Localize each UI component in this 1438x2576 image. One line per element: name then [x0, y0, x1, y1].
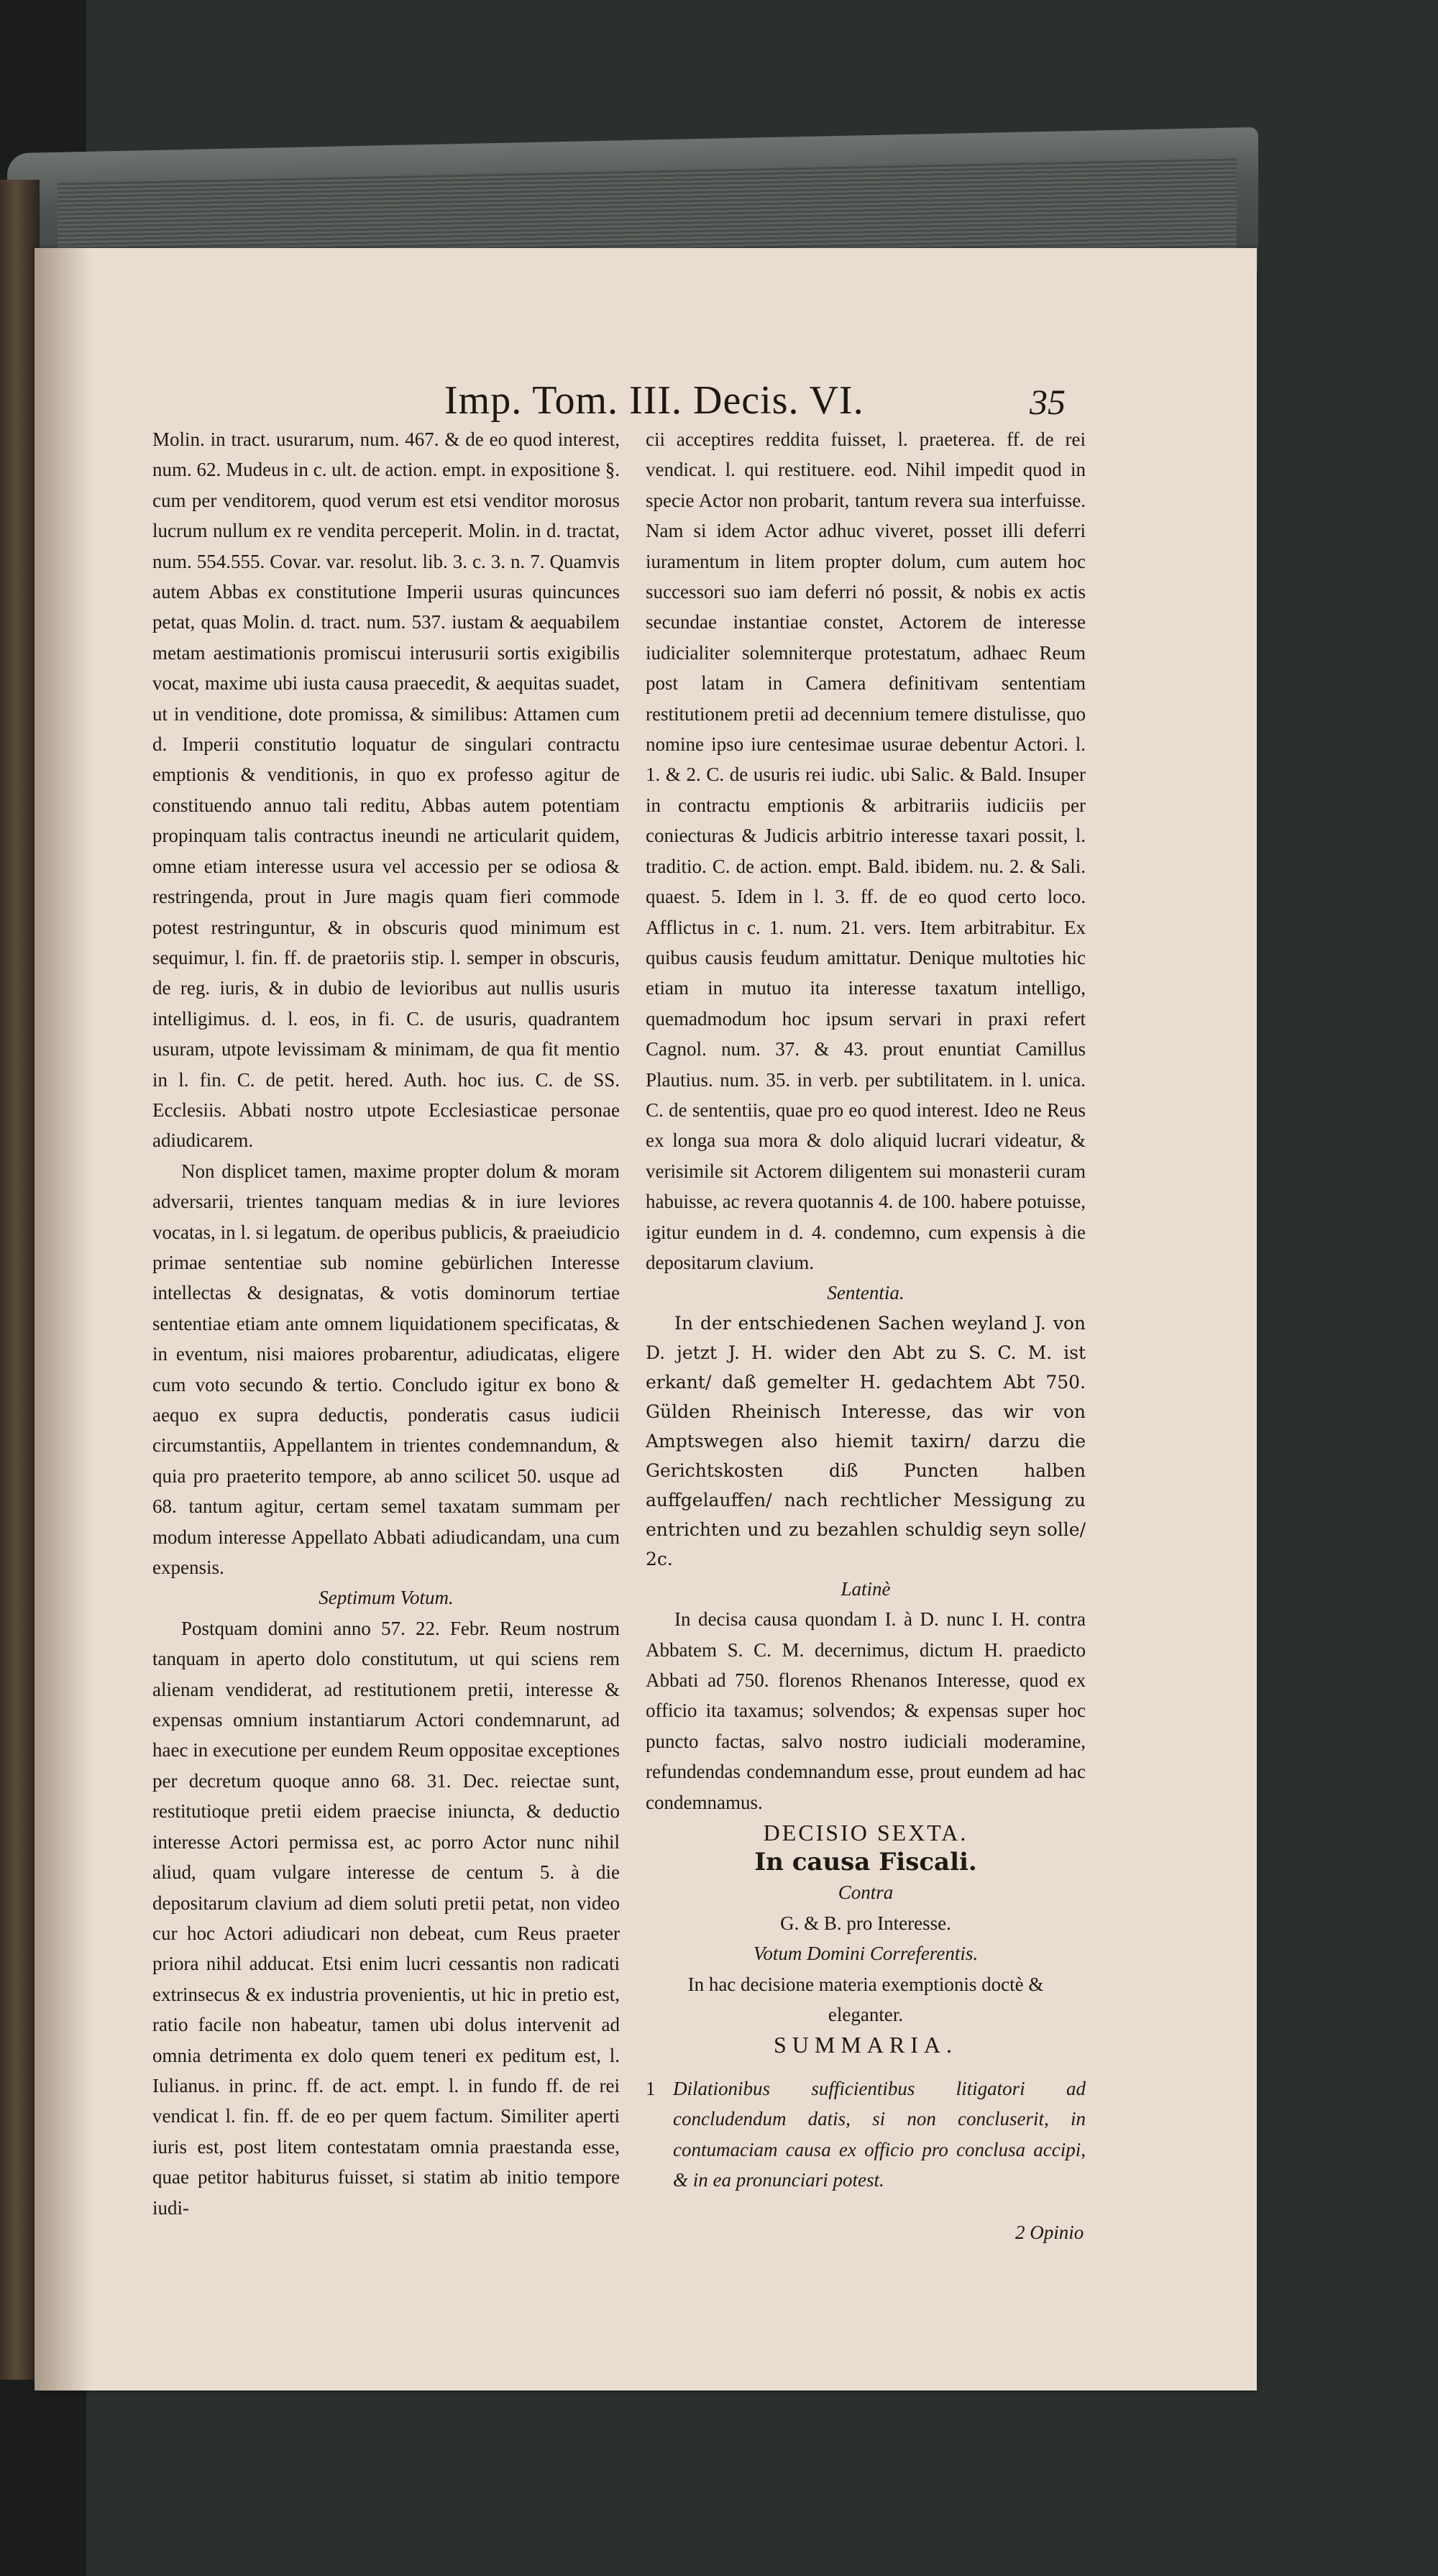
parties-line: G. & B. pro Interesse.	[780, 1912, 951, 1934]
sententia-heading: Sententia.	[827, 1282, 905, 1304]
contra-label: Contra	[838, 1881, 894, 1904]
left-paragraph-3: Postquam domini anno 57. 22. Febr. Reum nostrum tanquam in aperto dolo constitutum, ut qui sciens rem alienam vendiderat, ad restitutionem pretii, interesse & expensas omnium instantiarum Actori condemnarunt, ad haec in executione per eundem Reum oppositae exceptiones per decretum quoque anno 68. 31. Dec. reiectae sunt, restitutioque pretii eidem praecise iniuncta, & deductio interesse Actori permissa est, ac porro Actor nunc nihil aliud, quam vulgare interesse de centum 5. à die depositarum clavium ad diem soluti pretii petat, non video cur hoc Actori adiudicari non debeat, cum Reus praeter priora nihil adducat. Etsi enim lucri cessantis non radicati extrinsecus & ex industria provenientis, ut hic in pretio est, ratio facile non habeatur, tamen ubi dolus intervenit ad omnia detrimenta ex dolo quem teneri ex peditum est, l. Iulianus. in princ. ff. de act. empt. l. in fundo ff. de rei vendicat l. fin. ff. de eo per quem factum. Similiter aperti iuris est, post litem contestatam omnia praestanda esse, quae petitor habiturus fuisset, si statim ab initio tempore iudi-	[152, 1617, 620, 2219]
sententia-german-text: In der entschiedenen Sachen weyland J. von D. jetzt J. H. wider den Abt zu S. C. M. ist erkant/ daß gemelter H. gedachtem Abt 750. Gülden Rheinisch Interesse, das wir von Amptswegen also hiemit taxirn/ darzu die Gerichtskosten diß Puncten halben auffgelauffen/ nach rechtlicher Messigung zu entrichten und zu bezahlen schuldig seyn solle/ 2c.	[646, 1312, 1086, 1569]
latine-text: In decisa causa quondam I. à D. nunc I. H. contra Abbatem S. C. M. decernimus, dictum H. praedicto Abbati ad 750. florenos Rhenanos Interesse, quod ex officio ita taxamus; solvendos; & expensas super hoc puncto factas, salvo nostro iudiciali moderamine, refundendas condemnandum esse, prout eundem ad hac condemnamus.	[646, 1608, 1086, 1813]
septimum-votum-heading: Septimum Votum.	[319, 1587, 454, 1609]
summary-item	[646, 2073, 1086, 2196]
right-column	[646, 424, 1086, 2196]
causa-title: In causa Fiscali.	[754, 1848, 977, 1877]
catchword: 2 Opinio	[1015, 2222, 1084, 2243]
summary-item-text: Dilationibus sufficientibus litigatori ad concludendum datis, si non concluserit, in contumaciam causa ex officio pro conclusa accipi, & in ea pronunciari potest.	[673, 2077, 1086, 2191]
page-number: 35	[1030, 382, 1066, 422]
book-gutter	[0, 180, 40, 2380]
summary-intro: In hac decisione materia exemptionis doctè & eleganter.	[687, 1973, 1044, 2026]
left-paragraph-2: Non displicet tamen, maxime propter dolum & moram adversarii, trientes tanquam medias & in iure leviores vocatas, in l. si legatum. de operibus publicis, & praeiudicio primae sententiae sub nomine gebürlichen Interesse intellectas & designatas, & votis dominorum tertiae sententiae etiam ante omnem liquidationem specificatas, & in eventum, nisi maiores probarentur, adiudicatas, eligere cum voto secundo & tertio. Concludo igitur ex bono & aequo ex supra deductis, ponderatis casus iudicii circumstantiis, Appellantem in trientes condemnandum, & quia pro praeterito tempore, ab anno scilicet 50. usque ad 68. tantum agitur, certam semel taxatam summam per modum interesse Appellato Abbati adiudicandam, una cum expensis.	[152, 1160, 620, 1579]
right-paragraph-1: cii acceptires reddita fuisset, l. praeterea. ff. de rei vendicat. l. qui restituere. eod. Nihil impedit quod in specie Actor non probarit, tantum revera sua interfuisse. Nam si idem Actor adhuc viveret, posset illi deferri iuramentum in litem propter dolum, cum autem hoc successori suo iam deferri nó possit, & nobis ex actis secundae instantiae constet, Actorem de interesse iudicialiter solemniterque protestatum, adhaec Reum post latam in Camera definitivam sententiam restitutionem pretii ad decennium temere distulisse, quo nomine ipso iure centesimae usurae debentur Actori. l. 1. & 2. C. de usuris rei iudic. ubi Salic. & Bald. Insuper in contractu emptionis & arbitrariis iudiciis per coniecturas & Judicis arbitrio interesse taxari possit, l. traditio. C. de action. empt. Bald. ibidem. nu. 2. & Sali. quaest. 5. Idem in l. 3. ff. de eo quod certo loco. Afflictus in c. 1. num. 21. vers. Item arbitrabitur. Ex quibus causis feudum amittatur. Denique multoties hic etiam in mutuo ita interesse taxatum intelligo, quemadmodum hoc ipsum servari in praxi refert Cagnol. num. 37. & 43. prout enuntiat Camillus Plautius. num. 35. in verb. per subtilitatem. in l. unica. C. de sententiis, quae pro eo quod interest. Ideo ne Reus ex longa sua mora & dolo aliquid lucrari videatur, & verisimile sit Actorem diligentem sui monasterii curam habuisse, ac revera quotannis 4. de 100. habere potuisse, igitur eundem in d. 4. condemno, cum expensis à die depositarum clavium.	[646, 428, 1086, 1273]
decisio-title: DECISIO SEXTA.	[763, 1820, 968, 1846]
left-paragraph-1: Molin. in tract. usurarum, num. 467. & de eo quod interest, num. 62. Mudeus in c. ult. de action. empt. in expositione §. cum per venditorem, quod verum est etsi venditor morosus lucrum nullum ex re vendita perceperit. Molin. in d. tractat, num. 554.555. Covar. var. resolut. lib. 3. c. 3. n. 7. Quamvis autem Abbas ex constitutione Imperii usuras quincunces petat, quas Molin. d. tract. num. 537. iustam & aequabilem metam aestimationis promiscui interusurii sortis exigibilis vocat, maxime ubi iusta causa praecedit, & aequitas suadet, ut in venditione, dote promissa, & similibus: Attamen cum d. Imperii constitutio loquatur de singulari contractu emptionis & venditionis, in quo ex professo agitur de constituendo annuo tali reditu, Abbas autem potentiam propinquam talis contractus ineundi ne articularit quidem, omne etiam interesse usura vel accessio per se odiosa & restringenda, prout in Jure magis quam fieri commode potest restringuntur, & in obscuris quod minimum est sequimur, l. fin. ff. de praetoriis stip. l. semper in obscuris, de reg. iuris, & in dubio de levioribus aut nullis usuris intelligimus. d. l. eos, in fi. C. de usuris, quadrantem usuram, utpote levissimam & minimam, de qua fit mentio in l. fin. C. de petit. hered. Auth. hoc ius. C. de SS. Ecclesiis. Abbati nostro utpote Ecclesiasticae personae adiudicarem.	[152, 428, 620, 1152]
latine-heading: Latinè	[841, 1577, 891, 1600]
left-column	[152, 424, 620, 2223]
summary-item-number: 1	[646, 2077, 656, 2099]
votum-line: Votum Domini Correferentis.	[753, 1943, 979, 1965]
summaria-title: SUMMARIA.	[773, 2032, 958, 2058]
running-head: Imp. Tom. III. Decis. VI.	[444, 378, 864, 423]
